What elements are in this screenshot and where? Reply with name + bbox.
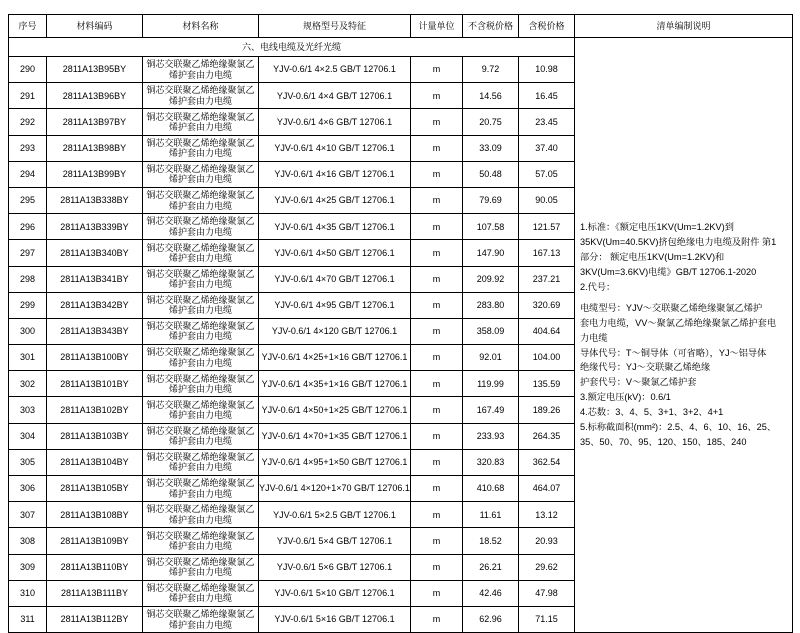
cell-name-line2: 烯护套由力电缆 <box>168 436 232 447</box>
note-line-10: 绝缘代号：YJ～交联聚乙烯绝缘 <box>580 362 711 373</box>
cell-name-line1: 铜芯交联聚乙烯绝缘聚氯乙 <box>146 216 255 227</box>
cell-name-line1: 铜芯交联聚乙烯绝缘聚氯乙 <box>146 452 255 463</box>
cell-code: 2811A13B97BY <box>47 109 143 135</box>
cell-seq: 306 <box>9 476 47 502</box>
cell-price-no-tax: 18.52 <box>463 528 519 554</box>
cell-unit: m <box>411 83 463 109</box>
cell-name <box>143 83 259 109</box>
cell-name <box>143 214 259 240</box>
cell-name-line2: 烯护套由力电缆 <box>168 514 232 525</box>
cell-price-tax: 104.00 <box>519 345 575 371</box>
cell-price-tax: 90.05 <box>519 187 575 213</box>
note-line-5: 2.代号： <box>580 281 616 292</box>
cell-seq: 305 <box>9 449 47 475</box>
cell-name-line1: 铜芯交联聚乙烯绝缘聚氯乙 <box>146 478 255 489</box>
cell-seq: 309 <box>9 554 47 580</box>
cell-seq: 298 <box>9 266 47 292</box>
cell-name <box>143 57 259 83</box>
cell-unit: m <box>411 423 463 449</box>
cell-code: 2811A13B101BY <box>47 371 143 397</box>
cell-spec: YJV-0.6/1 4×35+1×16 GB/T 12706.1 <box>259 371 411 397</box>
cell-name <box>143 161 259 187</box>
cell-seq: 300 <box>9 318 47 344</box>
cell-name <box>143 580 259 606</box>
note-line-12: 3.额定电压(kV)：0.6/1 <box>580 392 671 403</box>
cell-name-line1: 铜芯交联聚乙烯绝缘聚氯乙 <box>146 556 255 567</box>
cell-name-line1: 铜芯交联聚乙烯绝缘聚氯乙 <box>146 504 255 515</box>
cell-name <box>143 449 259 475</box>
header-price-no-tax: 不含税价格 <box>463 15 519 38</box>
cell-name-line2: 烯护套由力电缆 <box>168 252 232 263</box>
cell-price-tax: 23.45 <box>519 109 575 135</box>
cell-code: 2811A13B95BY <box>47 57 143 83</box>
header-name: 材料名称 <box>143 15 259 38</box>
cell-price-tax: 362.54 <box>519 449 575 475</box>
cell-code: 2811A13B104BY <box>47 449 143 475</box>
cell-name <box>143 371 259 397</box>
cell-price-no-tax: 9.72 <box>463 57 519 83</box>
note-line-2: 35KV(Um=40.5KV)挤包绝缘电力电缆及附件 第1 <box>580 237 777 248</box>
cell-price-tax: 16.45 <box>519 83 575 109</box>
cell-spec: YJV-0.6/1 4×70 GB/T 12706.1 <box>259 266 411 292</box>
cell-name <box>143 135 259 161</box>
cell-name <box>143 318 259 344</box>
cell-seq: 291 <box>9 83 47 109</box>
header-price-tax: 含税价格 <box>519 15 575 38</box>
cell-seq: 301 <box>9 345 47 371</box>
cell-spec: YJV-0.6/1 4×95 GB/T 12706.1 <box>259 292 411 318</box>
cell-price-no-tax: 167.49 <box>463 397 519 423</box>
cell-name-line2: 烯护套由力电缆 <box>168 619 232 630</box>
cell-name-line2: 烯护套由力电缆 <box>168 462 232 473</box>
cell-name <box>143 345 259 371</box>
cell-price-no-tax: 283.80 <box>463 292 519 318</box>
cell-seq: 302 <box>9 371 47 397</box>
cell-name-line1: 铜芯交联聚乙烯绝缘聚氯乙 <box>146 242 255 253</box>
cell-unit: m <box>411 187 463 213</box>
cell-code: 2811A13B109BY <box>47 528 143 554</box>
header-note: 清单编制说明 <box>575 15 793 38</box>
note-line-11: 护套代号：V～聚氯乙烯护套 <box>580 377 697 388</box>
cell-code: 2811A13B338BY <box>47 187 143 213</box>
cell-code: 2811A13B342BY <box>47 292 143 318</box>
note-line-6: 电缆型号：YJV～交联聚乙烯绝缘聚氯乙烯护 <box>580 302 763 313</box>
cell-price-tax: 264.35 <box>519 423 575 449</box>
cell-code: 2811A13B340BY <box>47 240 143 266</box>
cell-name <box>143 476 259 502</box>
cell-spec: YJV-0.6/1 5×4 GB/T 12706.1 <box>259 528 411 554</box>
cell-unit: m <box>411 345 463 371</box>
cell-unit: m <box>411 554 463 580</box>
cell-unit: m <box>411 214 463 240</box>
cell-spec: YJV-0.6/1 5×6 GB/T 12706.1 <box>259 554 411 580</box>
cell-name-line1: 铜芯交联聚乙烯绝缘聚氯乙 <box>146 530 255 541</box>
cell-price-no-tax: 107.58 <box>463 214 519 240</box>
cell-seq: 308 <box>9 528 47 554</box>
cell-name-line1: 铜芯交联聚乙烯绝缘聚氯乙 <box>146 59 255 70</box>
cell-unit: m <box>411 266 463 292</box>
cell-spec: YJV-0.6/1 4×120 GB/T 12706.1 <box>259 318 411 344</box>
cell-spec: YJV-0.6/1 4×25+1×16 GB/T 12706.1 <box>259 345 411 371</box>
cell-name-line1: 铜芯交联聚乙烯绝缘聚氯乙 <box>146 583 255 593</box>
cell-name-line2: 烯护套由力电缆 <box>168 121 232 132</box>
cell-spec: YJV-0.6/1 5×10 GB/T 12706.1 <box>259 580 411 606</box>
cell-price-tax: 121.57 <box>519 214 575 240</box>
cell-code: 2811A13B339BY <box>47 214 143 240</box>
cell-name-line2: 烯护套由力电缆 <box>168 410 232 421</box>
cell-price-no-tax: 119.99 <box>463 371 519 397</box>
cell-code: 2811A13B343BY <box>47 318 143 344</box>
note-line-9: 导体代号：T～铜导体（可省略），YJ～铝导体 <box>580 347 767 358</box>
cell-name <box>143 554 259 580</box>
cell-price-tax: 237.21 <box>519 266 575 292</box>
note-line-15: 35、50、70、95、120、150、185、240 <box>580 436 747 447</box>
note-line-8: 力电缆 <box>580 332 608 343</box>
cell-name <box>143 187 259 213</box>
cell-price-no-tax: 209.92 <box>463 266 519 292</box>
cell-name-line2: 烯护套由力电缆 <box>168 305 232 316</box>
cell-name-line1: 铜芯交联聚乙烯绝缘聚氯乙 <box>146 373 255 384</box>
cell-code: 2811A13B99BY <box>47 161 143 187</box>
cell-price-tax: 464.07 <box>519 476 575 502</box>
cell-price-tax: 10.98 <box>519 57 575 83</box>
cell-code: 2811A13B98BY <box>47 135 143 161</box>
cell-name-line1: 铜芯交联聚乙烯绝缘聚氯乙 <box>146 111 255 122</box>
note-line-1: 1.标准：《额定电压1KV(Um=1.2KV)到 <box>580 222 734 233</box>
note-line-14: 5.标称截面积(mm²)：2.5、4、6、10、16、25、 <box>580 422 777 433</box>
cell-price-tax: 20.93 <box>519 528 575 554</box>
cell-spec: YJV-0.6/1 4×50 GB/T 12706.1 <box>259 240 411 266</box>
cell-unit: m <box>411 318 463 344</box>
cell-price-no-tax: 14.56 <box>463 83 519 109</box>
cell-price-tax: 404.64 <box>519 318 575 344</box>
cell-name-line1: 铜芯交联聚乙烯绝缘聚氯乙 <box>146 164 255 174</box>
cell-unit: m <box>411 528 463 554</box>
cell-name-line1: 铜芯交联聚乙烯绝缘聚氯乙 <box>146 425 255 436</box>
cell-code: 2811A13B102BY <box>47 397 143 423</box>
cell-spec: YJV-0.6/1 4×10 GB/T 12706.1 <box>259 135 411 161</box>
cell-price-no-tax: 42.46 <box>463 580 519 606</box>
header-spec: 规格型号及特征 <box>259 15 411 38</box>
cell-name <box>143 266 259 292</box>
cell-seq: 290 <box>9 57 47 83</box>
cell-price-no-tax: 147.90 <box>463 240 519 266</box>
note-column-cell <box>575 38 793 633</box>
cell-unit: m <box>411 502 463 528</box>
cell-code: 2811A13B341BY <box>47 266 143 292</box>
cell-price-no-tax: 62.96 <box>463 606 519 632</box>
section-title-row <box>9 38 793 57</box>
cell-seq: 311 <box>9 606 47 632</box>
cell-seq: 304 <box>9 423 47 449</box>
cell-unit: m <box>411 580 463 606</box>
cell-price-tax: 320.69 <box>519 292 575 318</box>
cell-spec: YJV-0.6/1 5×16 GB/T 12706.1 <box>259 606 411 632</box>
cell-seq: 296 <box>9 214 47 240</box>
cell-name-line1: 铜芯交联聚乙烯绝缘聚氯乙 <box>146 294 255 305</box>
header-code: 材料编码 <box>47 15 143 38</box>
cell-code: 2811A13B96BY <box>47 83 143 109</box>
cell-seq: 292 <box>9 109 47 135</box>
cell-seq: 293 <box>9 135 47 161</box>
cell-price-tax: 37.40 <box>519 135 575 161</box>
cell-unit: m <box>411 449 463 475</box>
cell-name <box>143 240 259 266</box>
cell-name-line1: 铜芯交联聚乙烯绝缘聚氯乙 <box>146 321 255 332</box>
note-line-7: 套电力电缆，VV～聚氯乙烯绝缘聚氯乙烯护套电 <box>580 317 777 328</box>
cell-code: 2811A13B110BY <box>47 554 143 580</box>
cell-unit: m <box>411 371 463 397</box>
cell-code: 2811A13B103BY <box>47 423 143 449</box>
cell-seq: 299 <box>9 292 47 318</box>
cell-price-tax: 71.15 <box>519 606 575 632</box>
cell-name-line2: 烯护套由力电缆 <box>168 593 232 604</box>
cell-name-line2: 烯护套由力电缆 <box>168 357 232 368</box>
cell-spec: YJV-0.6/1 4×2.5 GB/T 12706.1 <box>259 57 411 83</box>
cell-spec: YJV-0.6/1 5×2.5 GB/T 12706.1 <box>259 502 411 528</box>
cell-name-line1: 铜芯交联聚乙烯绝缘聚氯乙 <box>146 190 255 201</box>
cell-name-line1: 铜芯交联聚乙烯绝缘聚氯乙 <box>146 399 255 410</box>
cell-code: 2811A13B112BY <box>47 606 143 632</box>
cell-name-line2: 烯护套由力电缆 <box>168 331 232 342</box>
cell-price-no-tax: 233.93 <box>463 423 519 449</box>
cell-name-line2: 烯护套由力电缆 <box>168 279 232 290</box>
cell-seq: 310 <box>9 580 47 606</box>
cell-spec: YJV-0.6/1 4×16 GB/T 12706.1 <box>259 161 411 187</box>
cell-price-tax: 13.12 <box>519 502 575 528</box>
cell-spec: YJV-0.6/1 4×70+1×35 GB/T 12706.1 <box>259 423 411 449</box>
cell-name <box>143 109 259 135</box>
cell-unit: m <box>411 161 463 187</box>
cell-code: 2811A13B105BY <box>47 476 143 502</box>
cell-name-line1: 铜芯交联聚乙烯绝缘聚氯乙 <box>146 85 255 96</box>
cell-unit: m <box>411 135 463 161</box>
header-unit: 计量单位 <box>411 15 463 38</box>
cell-price-tax: 189.26 <box>519 397 575 423</box>
cell-name <box>143 423 259 449</box>
cell-unit: m <box>411 606 463 632</box>
cell-price-tax: 57.05 <box>519 161 575 187</box>
header-seq: 序号 <box>9 15 47 38</box>
note-line-13: 4.芯数：3、4、5、3+1、3+2、4+1 <box>580 407 724 418</box>
cell-name-line2: 烯护套由力电缆 <box>168 383 232 394</box>
cell-name-line2: 烯护套由力电缆 <box>168 69 232 80</box>
cell-name-line2: 烯护套由力电缆 <box>168 540 232 551</box>
cell-code: 2811A13B111BY <box>47 580 143 606</box>
cell-name-line2: 烯护套由力电缆 <box>168 174 232 185</box>
section-title: 六、电线电缆及光纤光缆 <box>9 38 575 57</box>
cell-price-no-tax: 92.01 <box>463 345 519 371</box>
cell-unit: m <box>411 57 463 83</box>
cell-name-line1: 铜芯交联聚乙烯绝缘聚氯乙 <box>146 347 255 358</box>
cell-code: 2811A13B108BY <box>47 502 143 528</box>
cell-name-line2: 烯护套由力电缆 <box>168 148 232 159</box>
cell-price-no-tax: 320.83 <box>463 449 519 475</box>
cell-seq: 303 <box>9 397 47 423</box>
cell-price-tax: 135.59 <box>519 371 575 397</box>
note-line-3: 部分： 额定电压1KV(Um=1.2KV)和 <box>580 252 725 263</box>
cell-name-line2: 烯护套由力电缆 <box>168 567 232 578</box>
cell-name <box>143 528 259 554</box>
cell-spec: YJV-0.6/1 4×35 GB/T 12706.1 <box>259 214 411 240</box>
cell-price-no-tax: 33.09 <box>463 135 519 161</box>
cell-name-line2: 烯护套由力电缆 <box>168 95 232 106</box>
cell-price-no-tax: 11.61 <box>463 502 519 528</box>
cell-unit: m <box>411 109 463 135</box>
cell-seq: 297 <box>9 240 47 266</box>
cell-spec: YJV-0.6/1 4×50+1×25 GB/T 12706.1 <box>259 397 411 423</box>
cell-name <box>143 606 259 632</box>
cell-price-no-tax: 26.21 <box>463 554 519 580</box>
cell-seq: 294 <box>9 161 47 187</box>
cell-name-line2: 烯护套由力电缆 <box>168 200 232 211</box>
cell-seq: 307 <box>9 502 47 528</box>
cell-price-tax: 167.13 <box>519 240 575 266</box>
cell-unit: m <box>411 476 463 502</box>
cell-price-no-tax: 358.09 <box>463 318 519 344</box>
cell-spec: YJV-0.6/1 4×25 GB/T 12706.1 <box>259 187 411 213</box>
cell-unit: m <box>411 292 463 318</box>
cell-name-line2: 烯护套由力电缆 <box>168 488 232 499</box>
cell-unit: m <box>411 240 463 266</box>
cell-name-line1: 铜芯交联聚乙烯绝缘聚氯乙 <box>146 268 255 279</box>
cell-price-tax: 47.98 <box>519 580 575 606</box>
note-line-4: 3KV(Um=3.6KV)电缆》GB/T 12706.1-2020 <box>580 266 757 277</box>
cell-code: 2811A13B100BY <box>47 345 143 371</box>
cell-name-line1: 铜芯交联聚乙烯绝缘聚氯乙 <box>146 609 255 620</box>
cell-price-no-tax: 410.68 <box>463 476 519 502</box>
cell-spec: YJV-0.6/1 4×6 GB/T 12706.1 <box>259 109 411 135</box>
table-header-row <box>9 15 793 38</box>
cell-name-line1: 铜芯交联聚乙烯绝缘聚氯乙 <box>146 137 255 148</box>
cell-name <box>143 502 259 528</box>
cell-name <box>143 397 259 423</box>
cell-price-no-tax: 20.75 <box>463 109 519 135</box>
cell-unit: m <box>411 397 463 423</box>
cell-spec: YJV-0.6/1 4×120+1×70 GB/T 12706.1 <box>259 476 411 502</box>
note-text-block <box>575 216 792 454</box>
cell-price-no-tax: 50.48 <box>463 161 519 187</box>
cell-name <box>143 292 259 318</box>
cell-name-line2: 烯护套由力电缆 <box>168 226 232 237</box>
cell-price-no-tax: 79.69 <box>463 187 519 213</box>
material-price-table <box>8 14 793 633</box>
cell-spec: YJV-0.6/1 4×95+1×50 GB/T 12706.1 <box>259 449 411 475</box>
cell-price-tax: 29.62 <box>519 554 575 580</box>
cell-seq: 295 <box>9 187 47 213</box>
cell-spec: YJV-0.6/1 4×4 GB/T 12706.1 <box>259 83 411 109</box>
